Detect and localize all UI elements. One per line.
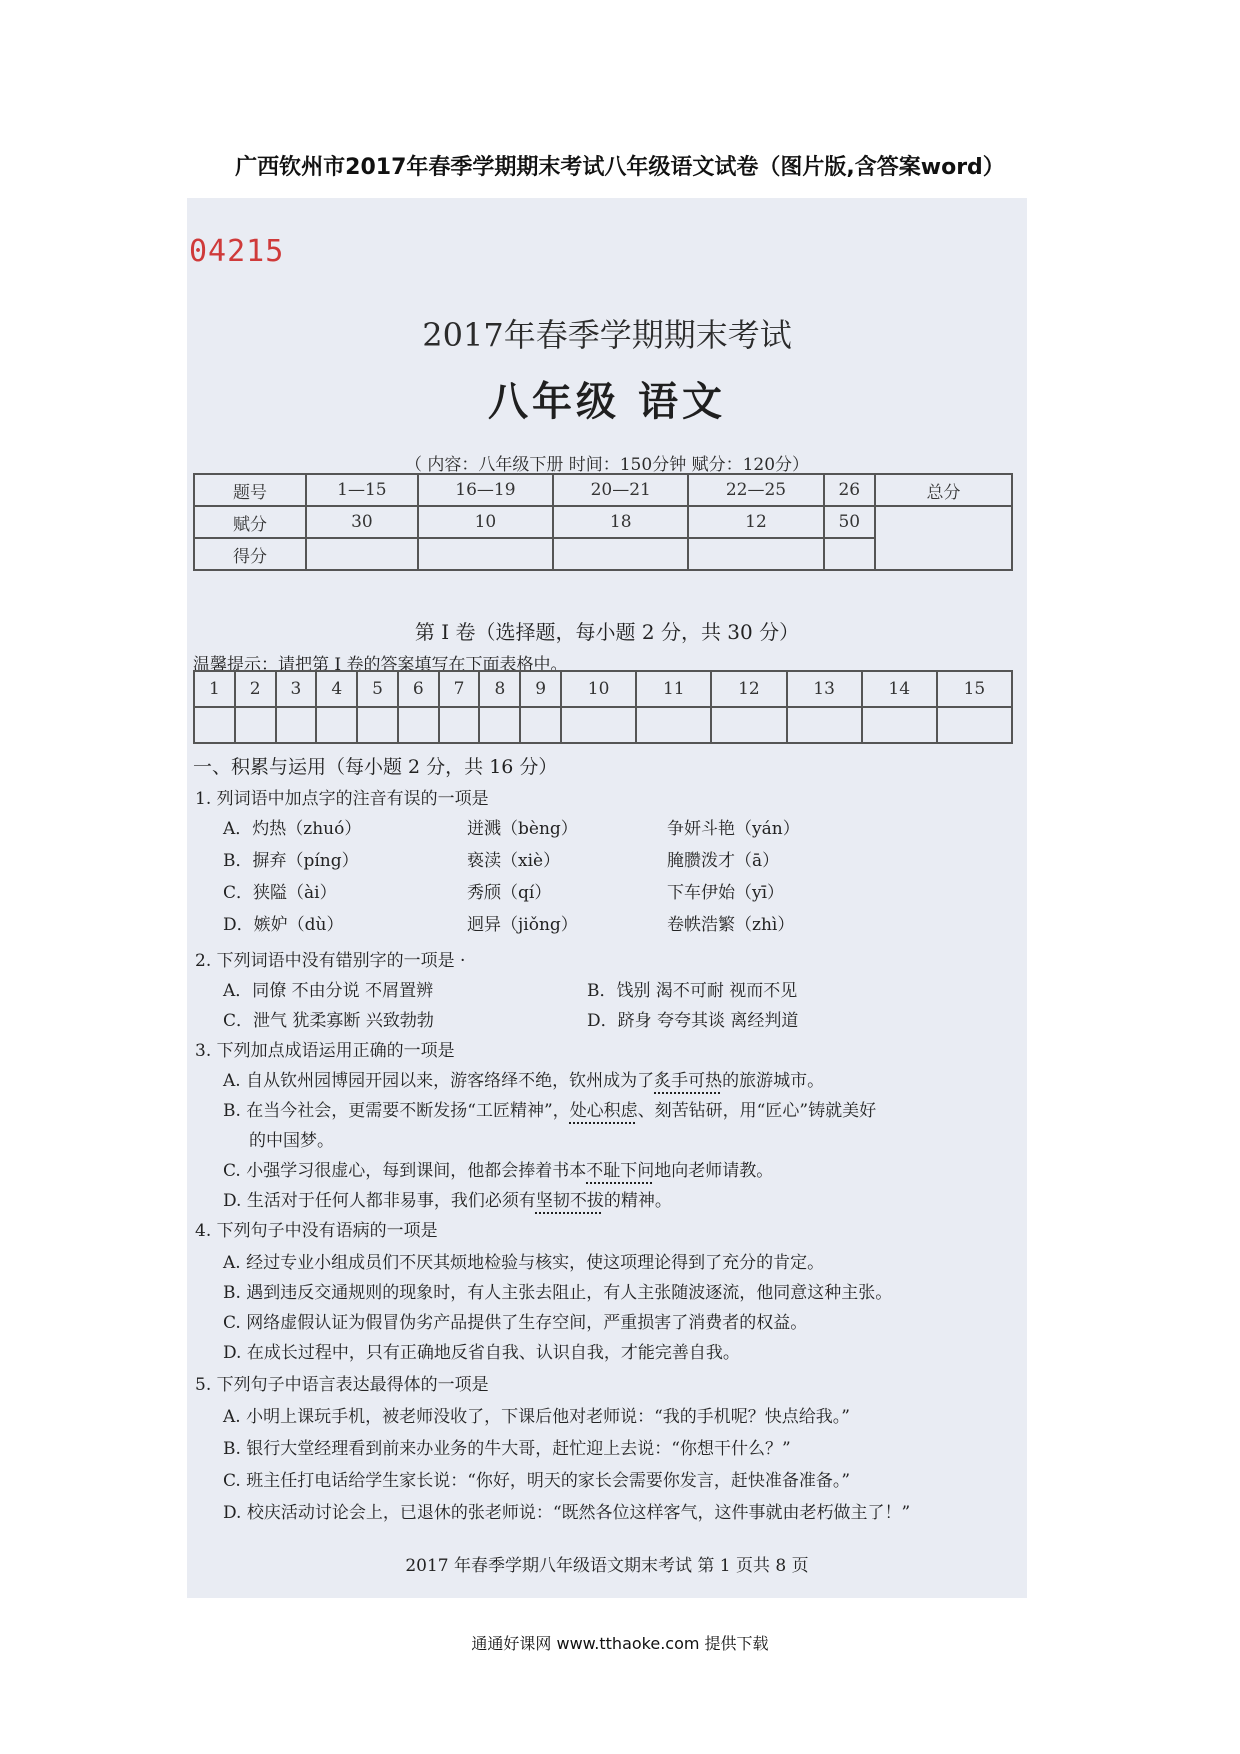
q4-option: A. 经过专业小组成员们不厌其烦地检验与核实，使这项理论得到了充分的肯定。 xyxy=(223,1253,825,1273)
q2-option: B．饯别 渴不可耐 视而不见 xyxy=(587,981,798,1001)
q3-option-c xyxy=(223,1156,773,1181)
q1-option: D．嫉妒（dù） xyxy=(223,915,344,935)
answer-number: 8 xyxy=(479,671,520,707)
points-cell: 18 xyxy=(553,506,688,538)
q1-option: B．摒弃（píng） xyxy=(223,851,359,871)
column-range: 1—15 xyxy=(306,474,418,506)
column-range: 16—19 xyxy=(418,474,553,506)
q2-option: C．泄气 犹柔寡断 兴致勃勃 xyxy=(223,1011,434,1031)
score-cell[interactable] xyxy=(688,538,823,570)
q3-option-d xyxy=(223,1186,672,1211)
total-cell[interactable] xyxy=(875,506,1012,570)
q3-text: B. 在当今社会，更需要不断发扬“工匠精神”， xyxy=(223,1101,570,1121)
answer-number: 7 xyxy=(439,671,480,707)
answer-number-row xyxy=(194,671,1012,707)
q1-option: 秀颀（qí） xyxy=(467,883,552,903)
answer-number: 2 xyxy=(235,671,276,707)
answer-cell[interactable] xyxy=(357,707,398,743)
answer-cell[interactable] xyxy=(439,707,480,743)
q3-option-a xyxy=(223,1066,824,1091)
section1-title: 第 I 卷（选择题，每小题 2 分，共 30 分） xyxy=(414,620,800,644)
q1-option: 迸溅（bèng） xyxy=(467,819,578,839)
q1-option: A．灼热（zhuó） xyxy=(223,819,362,839)
q3-dotted-idiom: 处心积虑 xyxy=(569,1101,638,1121)
score-cell[interactable] xyxy=(824,538,875,570)
answer-number: 5 xyxy=(357,671,398,707)
row-label: 赋分 xyxy=(194,506,306,538)
answer-number: 10 xyxy=(561,671,636,707)
score-table-row xyxy=(194,506,1012,538)
answer-number: 4 xyxy=(316,671,357,707)
q1-option: 亵渎（xiè） xyxy=(467,851,561,871)
q1-option: 腌臜泼才（ā） xyxy=(667,851,780,871)
q5-option: A. 小明上课玩手机，被老师没收了，下课后他对老师说：“我的手机呢？快点给我。” xyxy=(223,1407,850,1427)
answer-table xyxy=(193,670,1013,744)
document-title: 广西钦州市2017年春季学期期末考试八年级语文试卷（图片版,含答案word） xyxy=(235,155,1005,180)
answer-cell[interactable] xyxy=(787,707,862,743)
score-cell[interactable] xyxy=(553,538,688,570)
answer-cell[interactable] xyxy=(276,707,317,743)
exam-title: 2017年春季学期期末考试 xyxy=(422,316,792,354)
column-range: 20—21 xyxy=(553,474,688,506)
q3-text: 、刻苦钻研，用“匠心”铸就美好 xyxy=(637,1101,877,1121)
q3-text: 地向老师请教。 xyxy=(654,1161,774,1181)
exam-page-footer: 2017 年春季学期八年级语文期末考试 第 1 页共 8 页 xyxy=(405,1556,809,1576)
q2-option: D．跻身 夸夸其谈 离经判道 xyxy=(587,1011,799,1031)
answer-number: 12 xyxy=(711,671,786,707)
q1-option: 迥异（jiǒng） xyxy=(467,915,578,935)
question-4-stem: 4. 下列句子中没有语病的一项是 xyxy=(195,1221,438,1241)
q1-option: 卷帙浩繁（zhì） xyxy=(667,915,795,935)
q3-dotted-idiom: 不耻下问 xyxy=(586,1161,655,1181)
answer-cell[interactable] xyxy=(937,707,1012,743)
row-label: 得分 xyxy=(194,538,306,570)
site-footer: 通通好课网 www.tthaoke.com 提供下载 xyxy=(471,1634,769,1653)
total-label: 总分 xyxy=(875,474,1012,506)
answer-number: 3 xyxy=(276,671,317,707)
question-2-stem: 2. 下列词语中没有错别字的一项是 · xyxy=(195,951,466,971)
question-3-stem: 3. 下列加点成语运用正确的一项是 xyxy=(195,1041,455,1061)
row-label: 题号 xyxy=(194,474,306,506)
answer-cell[interactable] xyxy=(711,707,786,743)
column-range: 26 xyxy=(824,474,875,506)
q1-option: 争妍斗艳（yán） xyxy=(667,819,800,839)
exam-subject: 八年级 语文 xyxy=(488,378,726,425)
q3-text: A. 自从钦州园博园开园以来，游客络绎不绝，钦州成为了 xyxy=(223,1071,655,1091)
answer-cell[interactable] xyxy=(235,707,276,743)
q3-option-b-continued: 的中国梦。 xyxy=(249,1131,334,1151)
score-table-row xyxy=(194,474,1012,506)
q3-text: C. 小强学习很虚心，每到课间，他都会捧着书本 xyxy=(223,1161,587,1181)
score-table xyxy=(193,473,1013,571)
answer-blank-row xyxy=(194,707,1012,743)
answer-cell[interactable] xyxy=(194,707,235,743)
q3-text: D. 生活对于任何人都非易事，我们必须有 xyxy=(223,1191,536,1211)
answer-number: 11 xyxy=(636,671,711,707)
answer-cell[interactable] xyxy=(479,707,520,743)
q3-option-b xyxy=(223,1096,876,1121)
q3-text: 的旅游城市。 xyxy=(722,1071,825,1091)
question-1-stem: 1. 列词语中加点字的注音有误的一项是 xyxy=(195,789,489,809)
points-cell: 10 xyxy=(418,506,553,538)
q5-option: C. 班主任打电话给学生家长说：“你好，明天的家长会需要你发言，赶快准备准备。” xyxy=(223,1471,851,1491)
q4-option: D. 在成长过程中，只有正确地反省自我、认识自我，才能完善自我。 xyxy=(223,1343,740,1363)
column-range: 22—25 xyxy=(688,474,823,506)
q3-text: 的精神。 xyxy=(603,1191,672,1211)
serial-number: 04215 xyxy=(189,234,285,269)
answer-cell[interactable] xyxy=(520,707,561,743)
answer-number: 13 xyxy=(787,671,862,707)
answer-number: 15 xyxy=(937,671,1012,707)
points-cell: 30 xyxy=(306,506,418,538)
answer-cell[interactable] xyxy=(636,707,711,743)
q4-option: C. 网络虚假认证为假冒伪劣产品提供了生存空间，严重损害了消费者的权益。 xyxy=(223,1313,808,1333)
exam-paper-photo xyxy=(187,198,1027,1598)
answer-cell[interactable] xyxy=(561,707,636,743)
q3-dotted-idiom: 坚韧不拔 xyxy=(535,1191,604,1211)
section2-title: 一、积累与运用（每小题 2 分，共 16 分） xyxy=(193,756,558,778)
score-cell[interactable] xyxy=(306,538,418,570)
q2-option: A．同僚 不由分说 不屑置辨 xyxy=(223,981,434,1001)
answer-number: 1 xyxy=(194,671,235,707)
q3-dotted-idiom: 炙手可热 xyxy=(654,1071,723,1091)
answer-number: 9 xyxy=(520,671,561,707)
q1-option: 下车伊始（yī） xyxy=(667,883,785,903)
score-cell[interactable] xyxy=(418,538,553,570)
answer-cell[interactable] xyxy=(398,707,439,743)
question-5-stem: 5. 下列句子中语言表达最得体的一项是 xyxy=(195,1375,489,1395)
points-cell: 50 xyxy=(824,506,875,538)
q4-option: B. 遇到违反交通规则的现象时，有人主张去阻止，有人主张随波逐流，他同意这种主张。 xyxy=(223,1283,893,1303)
q1-option: C．狭隘（ài） xyxy=(223,883,337,903)
points-cell: 12 xyxy=(688,506,823,538)
q5-option: D. 校庆活动讨论会上，已退休的张老师说：“既然各位这样客气，这件事就由老朽做主了！” xyxy=(223,1503,911,1523)
answer-cell[interactable] xyxy=(862,707,937,743)
answer-number: 6 xyxy=(398,671,439,707)
exam-info: （ 内容：八年级下册 时间：150分钟 赋分：120分） xyxy=(404,455,810,475)
answer-number: 14 xyxy=(862,671,937,707)
tip-text: 温馨提示：请把第 I 卷的答案填写在下面表格中。 xyxy=(193,655,568,675)
q5-option: B. 银行大堂经理看到前来办业务的牛大哥，赶忙迎上去说：“你想干什么？” xyxy=(223,1439,791,1459)
answer-cell[interactable] xyxy=(316,707,357,743)
